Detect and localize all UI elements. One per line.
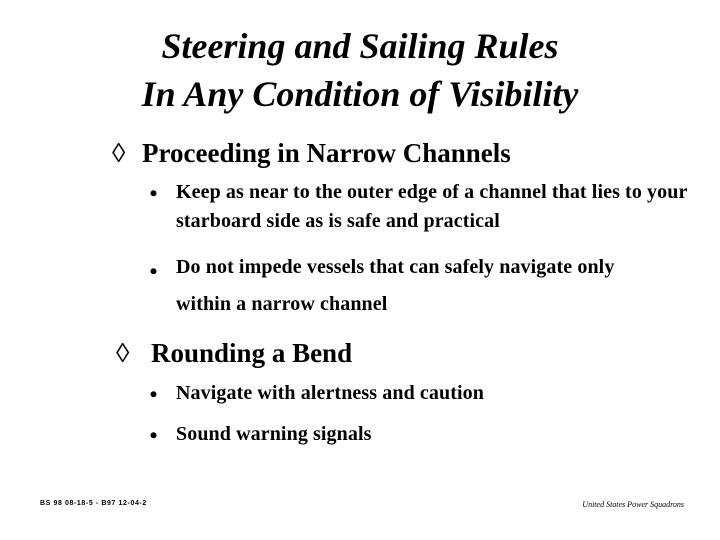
section-heading-label: Rounding a Bend (151, 338, 353, 368)
dot-bullet-icon: ⦁ (150, 264, 158, 279)
slide-title (0, 22, 720, 118)
bullet-item (150, 379, 690, 408)
section-heading-rounding-a-bend (116, 338, 352, 368)
title-line-2: In Any Condition of Visibility (141, 74, 579, 114)
section-heading-label: Proceeding in Narrow Channels (142, 138, 511, 168)
dot-bullet-icon: ⦁ (150, 186, 158, 201)
dot-bullet-icon: ⦁ (150, 387, 158, 402)
diamond-bullet-icon: ◊ (112, 138, 126, 168)
bullet-item (150, 420, 690, 449)
dot-bullet-icon: ⦁ (150, 428, 158, 443)
footer-reference-code: BS 98 08-18-5 - B97 12-04-2 (40, 500, 147, 507)
bullet-item (150, 178, 690, 236)
footer-organization: United States Power Squadrons (582, 500, 684, 509)
diamond-bullet-icon: ◊ (116, 338, 130, 368)
bullet-text: Sound warning signals (176, 423, 372, 445)
bullet-text: Navigate with alertness and caution (176, 382, 484, 404)
section-heading-narrow-channels (112, 138, 511, 168)
title-line-1: Steering and Sailing Rules (161, 26, 559, 66)
bullet-item (150, 249, 670, 323)
bullet-text: Do not impede vessels that can safely navigate only within a narrow channel (176, 256, 615, 315)
bullet-text: Keep as near to the outer edge of a channel that lies to your starboard side as is safe and practical (176, 181, 688, 232)
